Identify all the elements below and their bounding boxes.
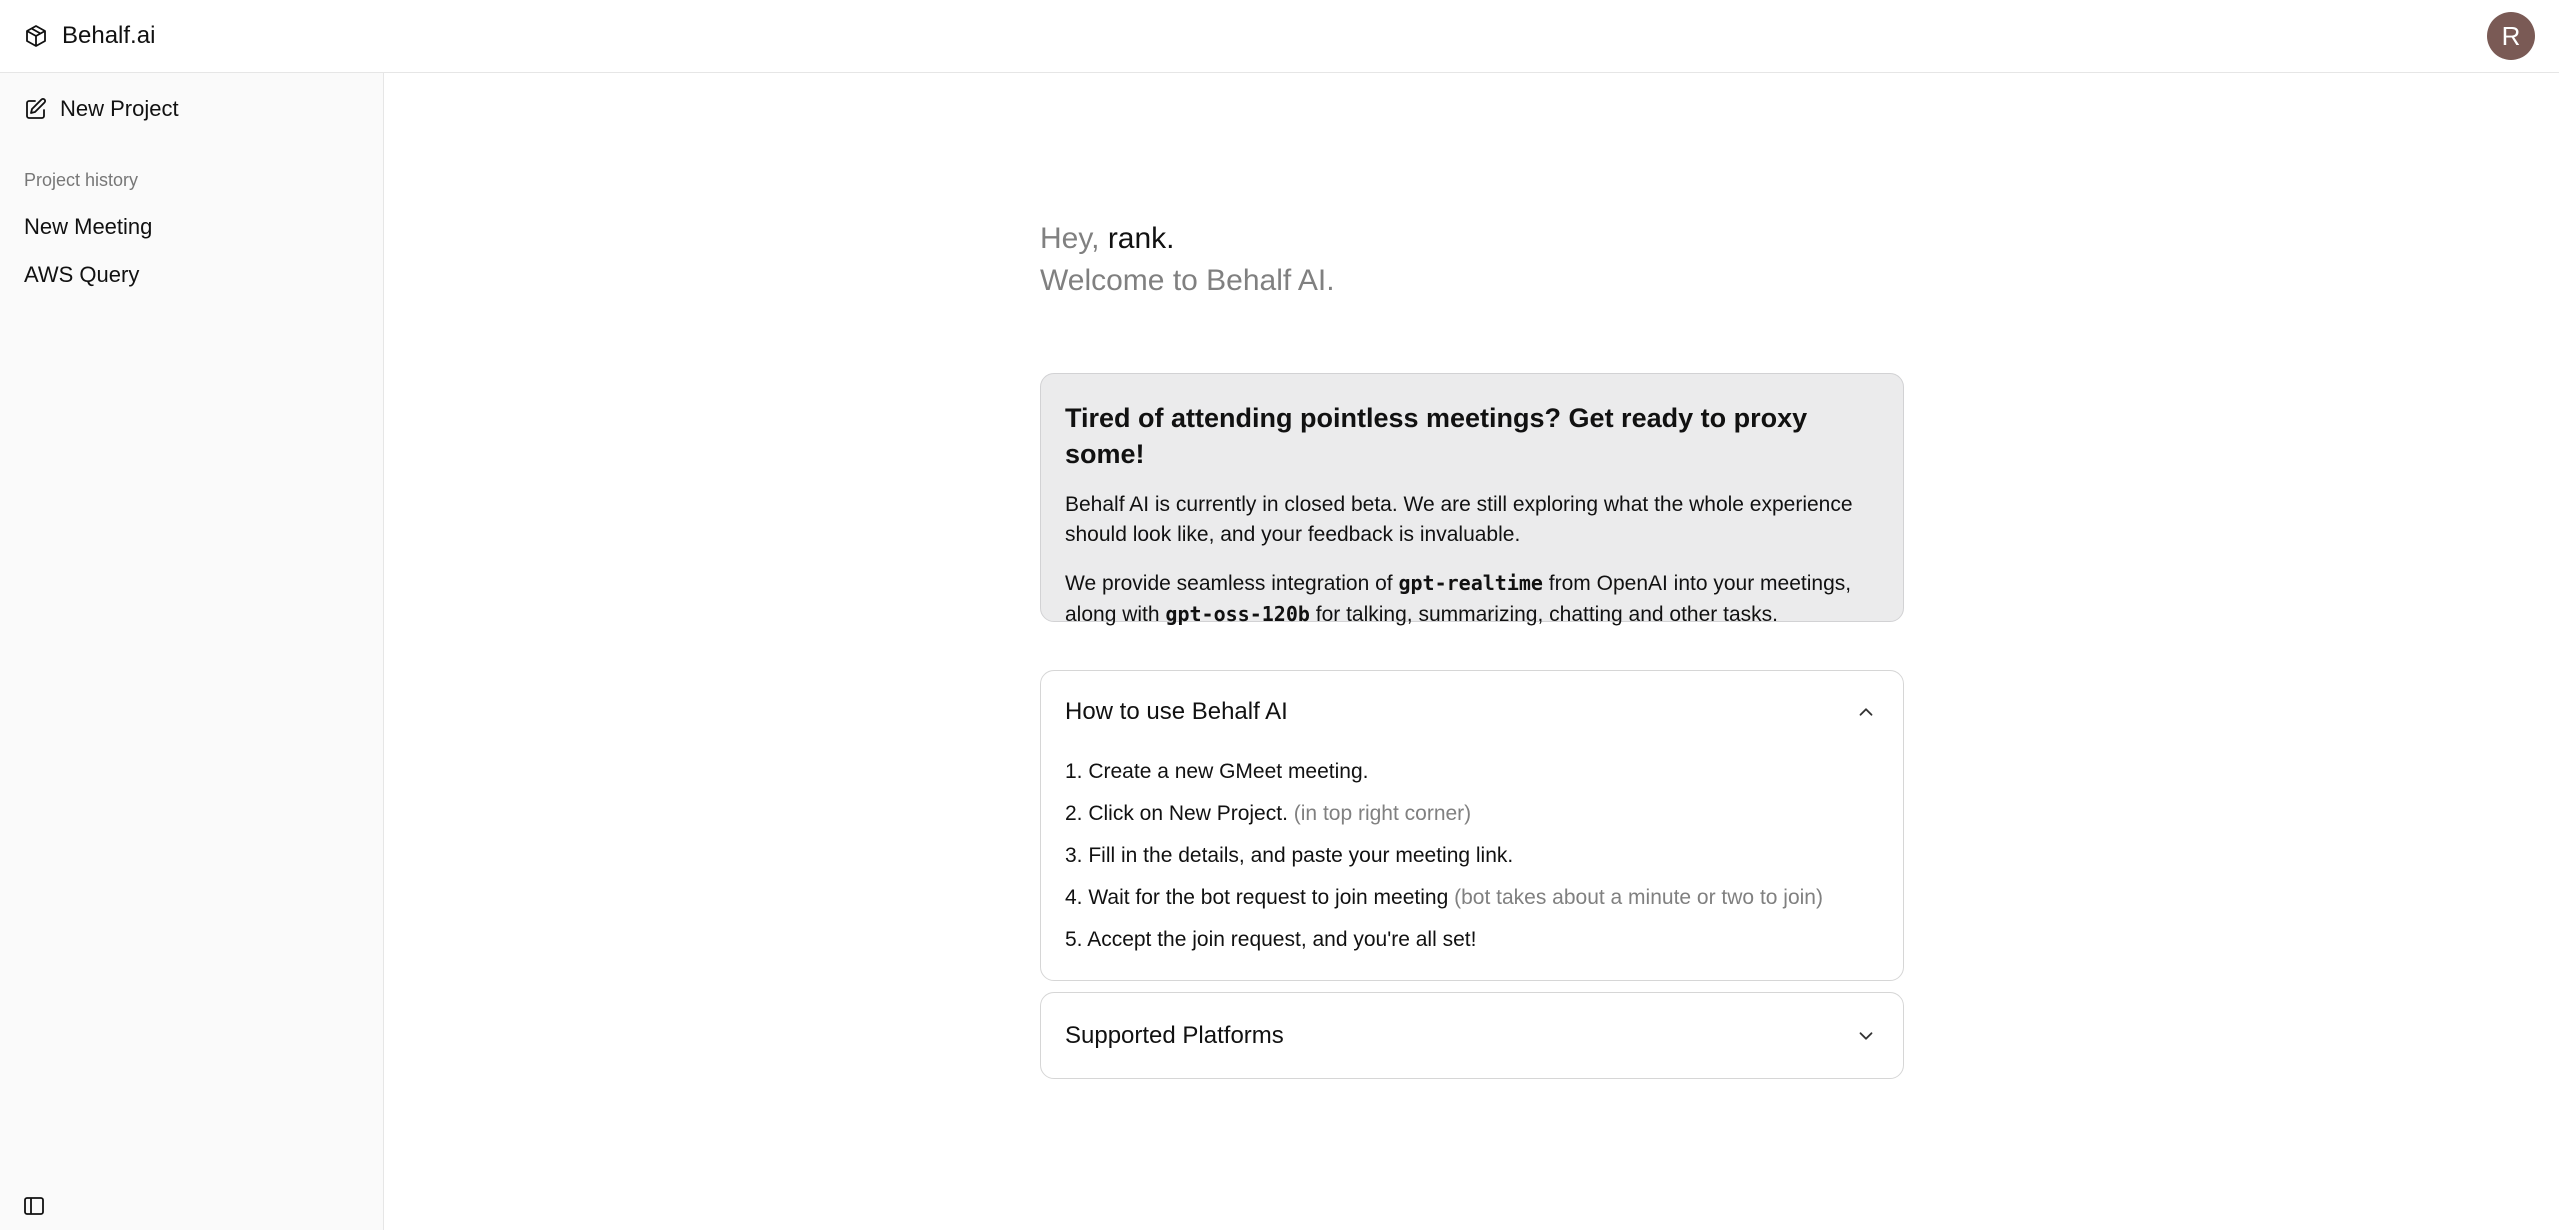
- project-history-list: [24, 211, 152, 307]
- code-gpt-oss: gpt-oss-120b: [1165, 602, 1310, 626]
- chevron-down-icon[interactable]: [1855, 1025, 1877, 1047]
- top-bar: [0, 0, 2559, 73]
- beta-text-b: from OpenAI into your meetings, along with: [1065, 572, 1852, 626]
- history-item-new-meeting[interactable]: New Meeting: [24, 214, 153, 239]
- edit-icon: [24, 97, 48, 121]
- brand[interactable]: [24, 20, 155, 52]
- supported-platforms-title: Supported Platforms: [1065, 1022, 1284, 1049]
- new-project-button[interactable]: [24, 91, 179, 127]
- how-to-accordion: [1040, 670, 1904, 981]
- project-history-heading: Project history: [24, 170, 139, 190]
- step-5-text: 5. Accept the join request, and you're all set!: [1065, 928, 1477, 951]
- greeting-hey: Hey,: [1040, 222, 1100, 255]
- step-2-hint: (in top right corner): [1293, 802, 1472, 825]
- greeting-name: rank.: [1107, 222, 1175, 255]
- beta-text-a: We provide seamless integration of: [1065, 572, 1399, 595]
- step-3: [1065, 835, 1823, 877]
- step-2: [1065, 793, 1823, 835]
- beta-card-paragraph-1: Behalf AI is currently in closed beta. We are still exploring what the whole experience should look like, and your feedback is invaluable.: [1065, 493, 1853, 546]
- step-1-text: 1. Create a new GMeet meeting.: [1065, 760, 1369, 783]
- welcome-text: Welcome to Behalf AI.: [1040, 264, 1335, 297]
- how-to-title[interactable]: How to use Behalf AI: [1065, 698, 1288, 725]
- step-1: [1065, 751, 1823, 793]
- avatar-initial: R: [2501, 20, 2521, 51]
- greeting: [1040, 218, 1175, 260]
- supported-platforms-accordion[interactable]: [1040, 992, 1904, 1079]
- step-4-hint: (bot takes about a minute or two to join): [1454, 886, 1823, 909]
- history-item-aws-query[interactable]: AWS Query: [24, 262, 140, 287]
- step-3-text: 3. Fill in the details, and paste your meeting link.: [1065, 844, 1514, 867]
- beta-info-card: [1040, 373, 1904, 626]
- step-5: [1065, 919, 1823, 961]
- step-2-text: 2. Click on New Project.: [1065, 802, 1288, 825]
- avatar[interactable]: [2487, 12, 2535, 60]
- beta-text-c: for talking, summarizing, chatting and other tasks.: [1309, 603, 1778, 626]
- sidebar: [0, 73, 384, 1230]
- chevron-up-icon[interactable]: [1855, 701, 1877, 723]
- cube-icon: [24, 24, 48, 48]
- step-4-text: 4. Wait for the bot request to join meeting: [1065, 886, 1449, 909]
- sidebar-toggle-icon[interactable]: [22, 1194, 46, 1218]
- beta-card-paragraph-2: [1065, 568, 1879, 630]
- brand-name: Behalf.ai: [62, 22, 156, 49]
- step-4: [1065, 877, 1823, 919]
- code-gpt-realtime: gpt-realtime: [1398, 571, 1543, 595]
- beta-card-title: Tired of attending pointless meetings? Get ready to proxy some!: [1065, 403, 1808, 469]
- how-to-steps: [1065, 751, 1823, 961]
- new-project-label: New Project: [60, 96, 179, 121]
